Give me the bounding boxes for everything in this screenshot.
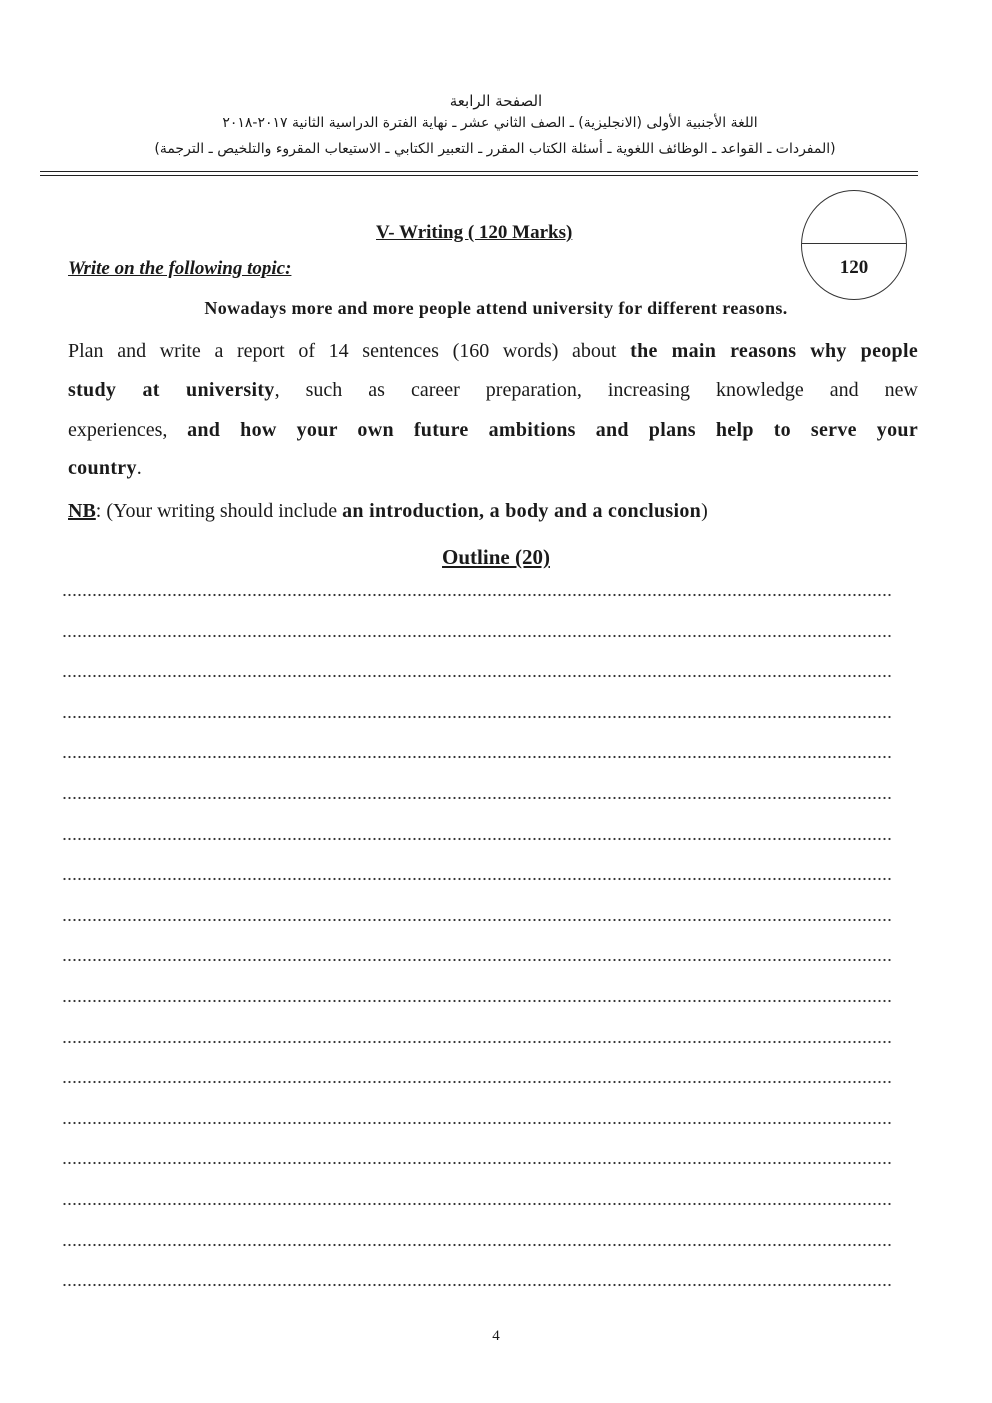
prompt-emphasis: the main reasons why people — [630, 340, 919, 362]
nb-label: NB — [68, 500, 96, 522]
section-title: V- Writing ( 120 Marks) — [376, 222, 573, 243]
answer-line[interactable] — [62, 958, 892, 962]
answer-line[interactable] — [62, 837, 892, 841]
prompt-line-4 — [68, 457, 918, 480]
instruction-heading: Write on the following topic: — [68, 258, 292, 279]
answer-line[interactable] — [62, 1080, 892, 1084]
page-label-arabic: الصفحة الرابعة — [449, 92, 543, 110]
score-circle — [801, 190, 907, 300]
answer-line[interactable] — [62, 1121, 892, 1125]
page-number: 4 — [492, 1328, 500, 1344]
answer-line[interactable] — [62, 755, 892, 759]
answer-line[interactable] — [62, 715, 892, 719]
answer-line[interactable] — [62, 1161, 892, 1165]
answer-line[interactable] — [62, 999, 892, 1003]
header-rule-top — [40, 171, 918, 172]
answer-line[interactable] — [62, 1040, 892, 1044]
score-divider — [802, 243, 906, 244]
subject-line-arabic: اللغة الأجنبية الأولى (الانجليزية) ـ الصف الثاني عشر ـ نهاية الفترة الدراسية الثانية ٢٠١٧-٢٠١٨ — [222, 115, 758, 131]
nb-note — [68, 500, 708, 523]
topic-statement: Nowadays more and more people attend university for different reasons. — [204, 298, 788, 318]
answer-line[interactable] — [62, 674, 892, 678]
answer-line[interactable] — [62, 1243, 892, 1247]
answer-line[interactable] — [62, 1202, 892, 1206]
answer-line[interactable] — [62, 877, 892, 881]
prompt-emphasis: country — [68, 457, 137, 479]
prompt-text: Plan and write a report of 14 sentences (160 words) about — [68, 340, 631, 362]
prompt-emphasis: and how your own future ambitions and plans help to serve your — [187, 419, 919, 441]
outline-heading: Outline (20) — [442, 545, 550, 569]
topics-line-arabic: (المفردات ـ القواعد ـ الوظائف اللغوية ـ أسئلة الكتاب المقرر ـ التعبير الكتابي ـ الاستيعاب المقروء والتلخيص ـ الترجمة) — [154, 141, 836, 157]
nb-text-end: ) — [701, 500, 708, 522]
score-total: 120 — [839, 257, 869, 278]
prompt-text: experiences, — [68, 419, 188, 441]
prompt-text: , such as career preparation, increasing knowledge and new — [274, 379, 919, 401]
prompt-text: . — [136, 457, 142, 479]
prompt-line-3 — [68, 419, 918, 442]
answer-line[interactable] — [62, 918, 892, 922]
header-rule-bottom — [40, 175, 918, 176]
prompt-emphasis: study at university — [68, 379, 275, 401]
answer-line[interactable] — [62, 1283, 892, 1287]
nb-emphasis: an introduction, a body and a conclusion — [342, 500, 702, 522]
prompt-line-1 — [68, 340, 918, 363]
nb-text: : (Your writing should include — [95, 500, 343, 522]
prompt-line-2 — [68, 379, 918, 402]
answer-line[interactable] — [62, 796, 892, 800]
answer-line[interactable] — [62, 593, 892, 597]
answer-line[interactable] — [62, 634, 892, 638]
